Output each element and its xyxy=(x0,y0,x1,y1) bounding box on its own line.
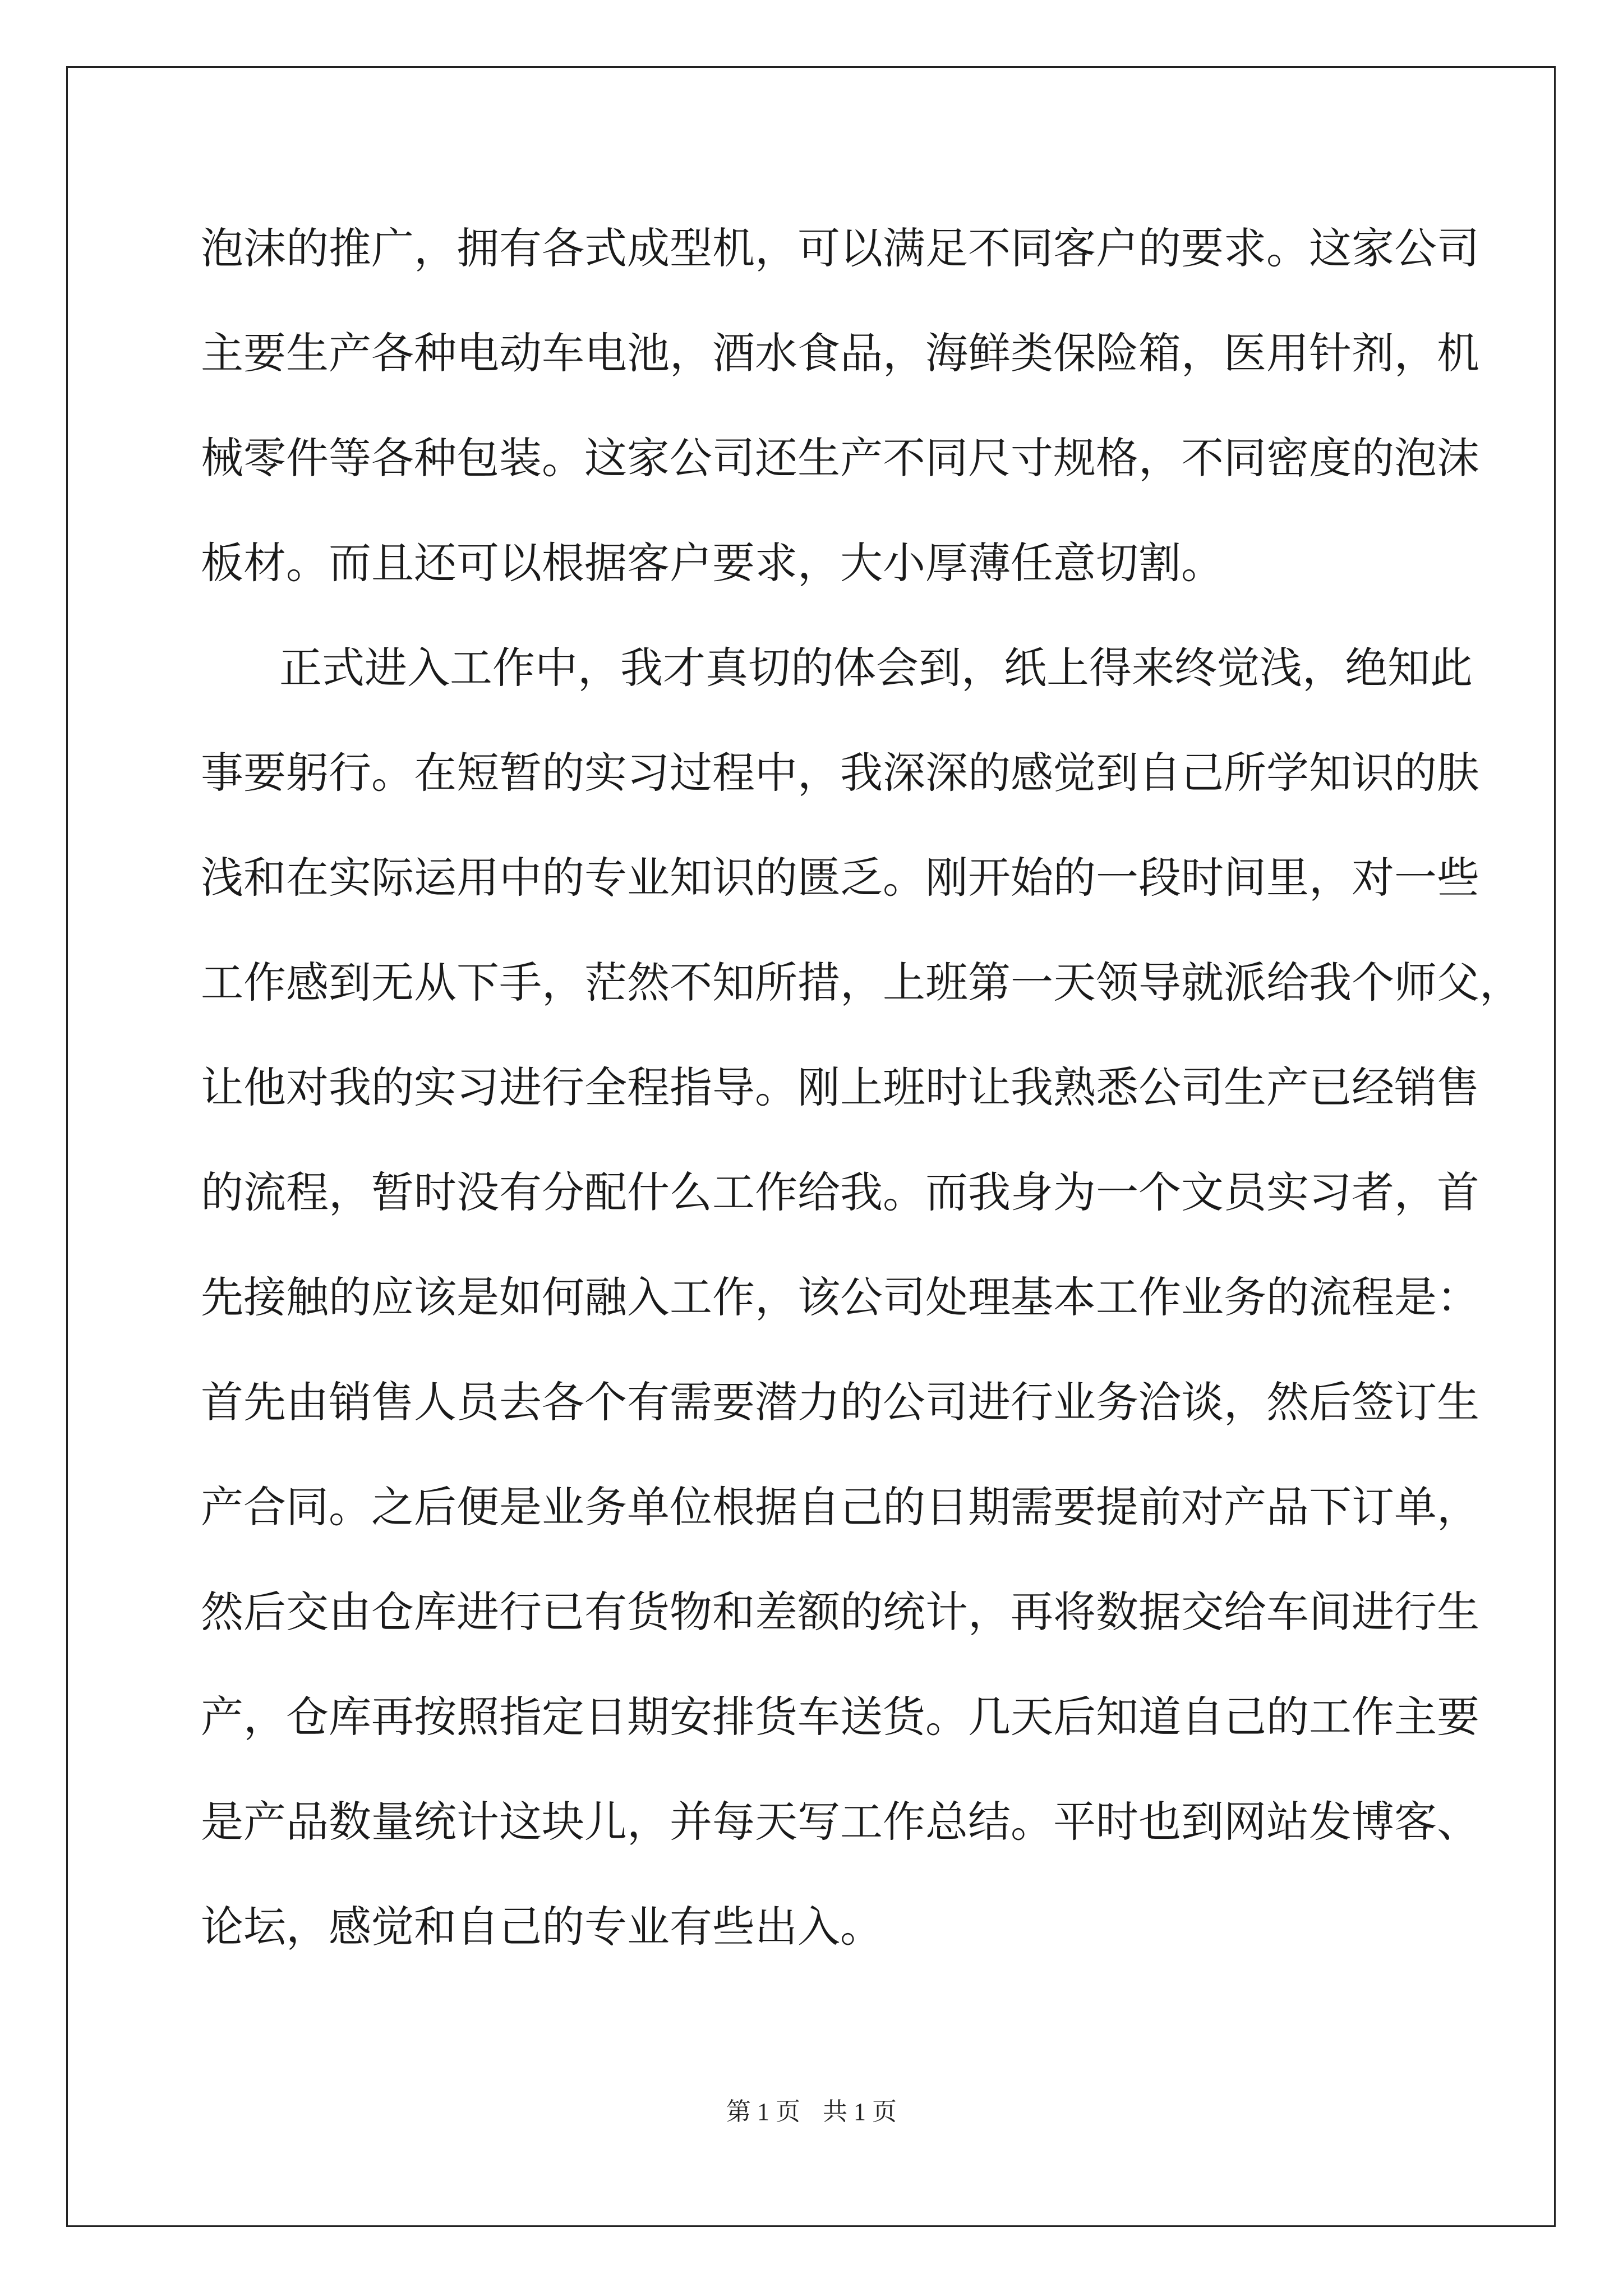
text-line: 的流程，暂时没有分配什么工作给我。而我身为一个文员实习者，首 xyxy=(201,1167,1479,1217)
text-line: 产，仓库再按照指定日期安排货车送货。几天后知道自己的工作主要 xyxy=(201,1692,1479,1742)
text-line: 械零件等各种包装。这家公司还生产不同尺寸规格，不同密度的泡沫 xyxy=(201,433,1479,483)
text-line: 论坛，感觉和自己的专业有些出入。 xyxy=(201,1902,883,1952)
text-line: 正式进入工作中，我才真切的体会到，纸上得来终觉浅，绝知此 xyxy=(279,643,1473,693)
text-line: 首先由销售人员去各个有需要潜力的公司进行业务洽谈，然后签订生 xyxy=(201,1377,1479,1427)
text-line: 泡沫的推广，拥有各式成型机，可以满足不同客户的要求。这家公司 xyxy=(201,223,1479,273)
text-line: 工作感到无从下手，茫然不知所措，上班第一天领导就派给我个师父， xyxy=(201,958,1522,1007)
text-line: 然后交由仓库进行已有货物和差额的统计，再将数据交给车间进行生 xyxy=(201,1587,1479,1637)
text-line: 先接触的应该是如何融入工作，该公司处理基本工作业务的流程是： xyxy=(201,1272,1479,1322)
text-line: 产合同。之后便是业务单位根据自己的日期需要提前对产品下订单， xyxy=(201,1482,1479,1532)
text-line: 板材。而且还可以根据客户要求，大小厚薄任意切割。 xyxy=(201,538,1224,588)
text-line: 是产品数量统计这块儿，并每天写工作总结。平时也到网站发博客、 xyxy=(201,1797,1479,1847)
page-footer xyxy=(0,2095,1623,2129)
text-line: 事要躬行。在短暂的实习过程中，我深深的感觉到自己所学知识的肤 xyxy=(201,748,1479,798)
text-line: 让他对我的实习进行全程指导。刚上班时让我熟悉公司生产已经销售 xyxy=(201,1062,1479,1112)
text-line: 浅和在实际运用中的专业知识的匮乏。刚开始的一段时间里，对一些 xyxy=(201,853,1479,903)
page-number: 第 1 页 xyxy=(726,2098,800,2125)
page-total: 共 1 页 xyxy=(823,2098,897,2125)
text-line: 主要生产各种电动车电池，酒水食品，海鲜类保险箱，医用针剂，机 xyxy=(201,328,1479,378)
